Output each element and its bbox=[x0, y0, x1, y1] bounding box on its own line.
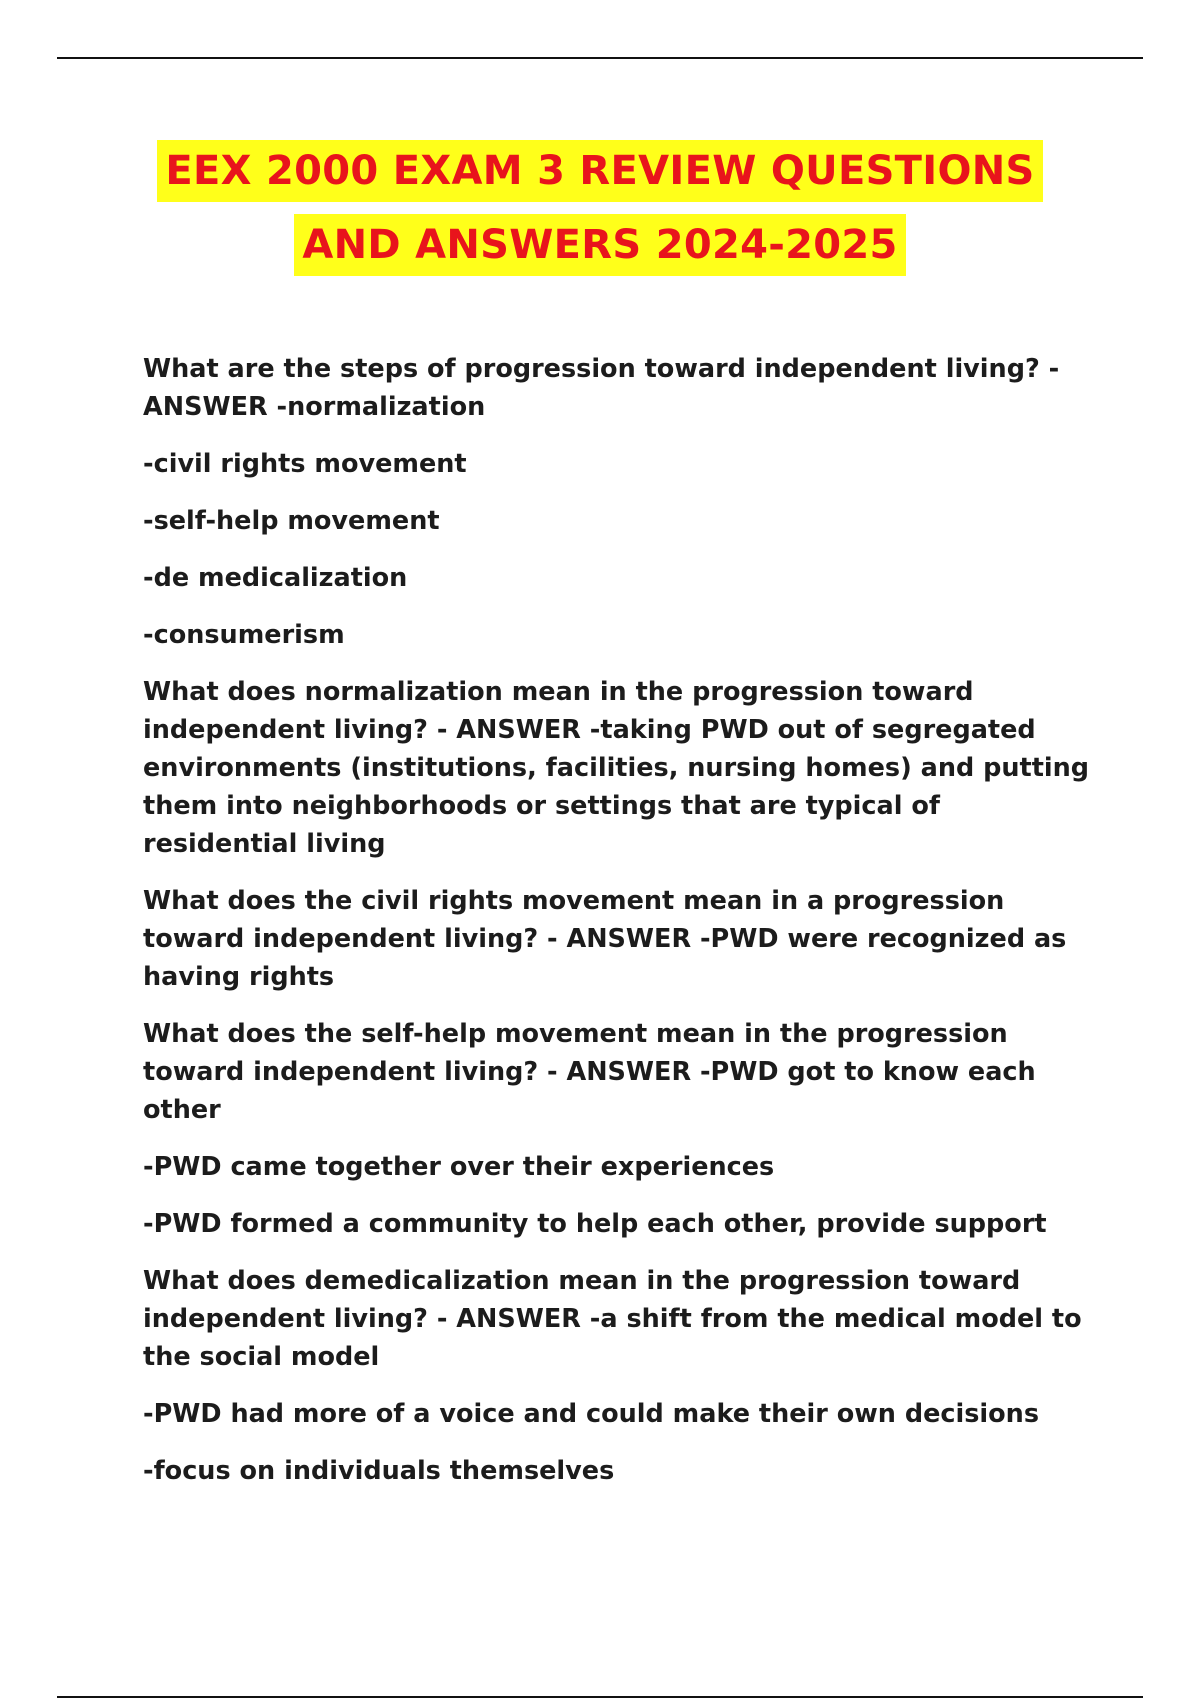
answer-item-focus-individuals: -focus on individuals themselves bbox=[143, 1456, 615, 1486]
title-line-1: EEX 2000 EXAM 3 REVIEW QUESTIONS bbox=[157, 140, 1042, 202]
question-self-help: What does the self-help movement mean in the progression toward independent living? - ANSWER -PWD got to know each other bbox=[143, 1019, 1036, 1125]
question-steps-of-progression: What are the steps of progression toward independent living? - ANSWER -normalization bbox=[143, 354, 1060, 422]
bottom-rule bbox=[57, 1696, 1143, 1698]
answer-item-civil-rights: -civil rights movement bbox=[143, 449, 467, 479]
answer-item-demedicalization: -de medicalization bbox=[143, 563, 408, 593]
answer-item-formed-community: -PWD formed a community to help each other, provide support bbox=[143, 1209, 1047, 1239]
answer-item-self-help: -self-help movement bbox=[143, 506, 440, 536]
question-demedicalization: What does demedicalization mean in the progression toward independent living? - ANSWER -a shift from the medical model to the social model bbox=[143, 1266, 1082, 1372]
document-title bbox=[0, 140, 1200, 276]
title-line-2: AND ANSWERS 2024-2025 bbox=[294, 214, 905, 276]
answer-item-consumerism: -consumerism bbox=[143, 620, 345, 650]
answer-item-more-voice: -PWD had more of a voice and could make their own decisions bbox=[143, 1399, 1040, 1429]
top-rule bbox=[57, 57, 1143, 59]
question-civil-rights: What does the civil rights movement mean in a progression toward independent living? - ANSWER -PWD were recognized as having rights bbox=[143, 886, 1067, 992]
document-body bbox=[143, 350, 1093, 1509]
answer-item-came-together: -PWD came together over their experiences bbox=[143, 1152, 775, 1182]
question-normalization: What does normalization mean in the progression toward independent living? - ANSWER -taking PWD out of segregated environments (institutions, facilities, nursing homes) and putting them into neighborhoods or settings that are typical of residential living bbox=[143, 677, 1090, 859]
